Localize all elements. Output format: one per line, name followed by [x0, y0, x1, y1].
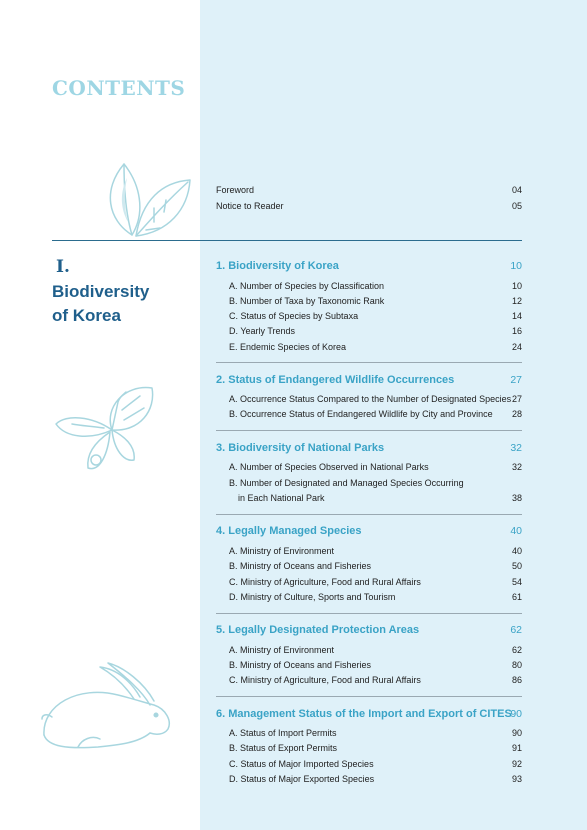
toc-item-title: A. Number of Species Observed in National Parks	[229, 462, 429, 472]
section-page: 62	[510, 624, 522, 636]
toc-item-page: 10	[511, 281, 522, 291]
toc-item-title: B. Number of Taxa by Taxonomic Rank	[229, 296, 385, 306]
toc-item-title: C. Status of Major Imported Species	[229, 759, 374, 769]
toc-entry-page: 05	[511, 201, 522, 211]
toc-item-page: 91	[511, 743, 522, 753]
toc-item-page: 86	[511, 675, 522, 685]
section-page: 32	[510, 442, 522, 454]
toc-item-title: E. Endemic Species of Korea	[229, 342, 347, 352]
section-page: 40	[510, 525, 522, 537]
leaf-icon	[100, 160, 195, 240]
toc-item-page: 12	[511, 296, 522, 306]
toc-item-title: A. Status of Import Permits	[229, 728, 337, 738]
chapter-divider	[52, 240, 522, 241]
contents-title: CONTENTS	[52, 76, 186, 100]
toc-item-title: in Each National Park	[238, 493, 325, 503]
rabbit-icon	[38, 655, 178, 755]
section-divider	[216, 362, 522, 363]
toc-item-page: 24	[511, 342, 522, 352]
butterfly-icon	[52, 380, 162, 480]
toc-item-title: A. Occurrence Status Compared to the Number of Designated Species	[229, 394, 512, 404]
chapter-title	[52, 280, 149, 328]
toc-item-page: 16	[511, 326, 522, 336]
toc-item-title: A. Ministry of Environment	[229, 645, 335, 655]
toc-item-title: C. Ministry of Agriculture, Food and Rural Affairs	[229, 577, 421, 587]
toc-item-page: 28	[511, 409, 522, 419]
chapter-title-line-1: Biodiversity	[52, 282, 150, 301]
toc-item-title: C. Status of Species by Subtaxa	[229, 311, 359, 321]
toc-item-title: A. Number of Species by Classification	[229, 281, 385, 291]
toc-item-page: 62	[511, 645, 522, 655]
section-divider	[216, 696, 522, 697]
chapter-number: Ⅰ.	[56, 257, 70, 277]
toc-item-page: 32	[511, 462, 522, 472]
toc-item-title: B. Ministry of Oceans and Fisheries	[229, 561, 372, 571]
section-page: 10	[510, 260, 522, 272]
toc-item-page: 92	[511, 759, 522, 769]
toc-item-title: B. Ministry of Oceans and Fisheries	[229, 660, 372, 670]
section-divider	[216, 613, 522, 614]
toc-item-title: D. Ministry of Culture, Sports and Tourism	[229, 592, 396, 602]
section-title: 1. Biodiversity of Korea	[216, 260, 339, 272]
toc-item-page: 54	[511, 577, 522, 587]
toc-item-title: C. Ministry of Agriculture, Food and Rural Affairs	[229, 675, 421, 685]
toc-entry-page: 04	[511, 185, 522, 195]
section-title: 3. Biodiversity of National Parks	[216, 442, 385, 454]
section-page: 90	[510, 708, 522, 720]
toc-item-title: A. Ministry of Environment	[229, 546, 335, 556]
toc-item-title: D. Status of Major Exported Species	[229, 774, 375, 784]
toc-item-page: 90	[511, 728, 522, 738]
section-page: 27	[510, 374, 522, 386]
toc-item-page: 93	[511, 774, 522, 784]
section-title: 4. Legally Managed Species	[216, 525, 362, 537]
toc-item-title: B. Number of Designated and Managed Species Occurring	[229, 478, 464, 488]
section-title: 2. Status of Endangered Wildlife Occurrences	[216, 374, 455, 386]
toc-entry-title: Notice to Reader	[216, 201, 284, 211]
chapter-title-line-2: of Korea	[52, 306, 121, 325]
toc-item-page: 27	[511, 394, 522, 404]
toc-item-page: 38	[511, 493, 522, 503]
toc-item-page: 80	[511, 660, 522, 670]
toc-item-title: B. Occurrence Status of Endangered Wildlife by City and Province	[229, 409, 493, 419]
section-title: 6. Management Status of the Import and Export of CITES	[216, 708, 512, 720]
section-title: 5. Legally Designated Protection Areas	[216, 624, 420, 636]
toc-item-title: B. Status of Export Permits	[229, 743, 338, 753]
toc-item-page: 14	[511, 311, 522, 321]
section-divider	[216, 514, 522, 515]
section-divider	[216, 430, 522, 431]
toc-item-page: 50	[511, 561, 522, 571]
toc-item-page: 40	[511, 546, 522, 556]
toc-entry-title: Foreword	[216, 185, 255, 195]
toc-item-title: D. Yearly Trends	[229, 326, 296, 336]
toc-item-page: 61	[511, 592, 522, 602]
